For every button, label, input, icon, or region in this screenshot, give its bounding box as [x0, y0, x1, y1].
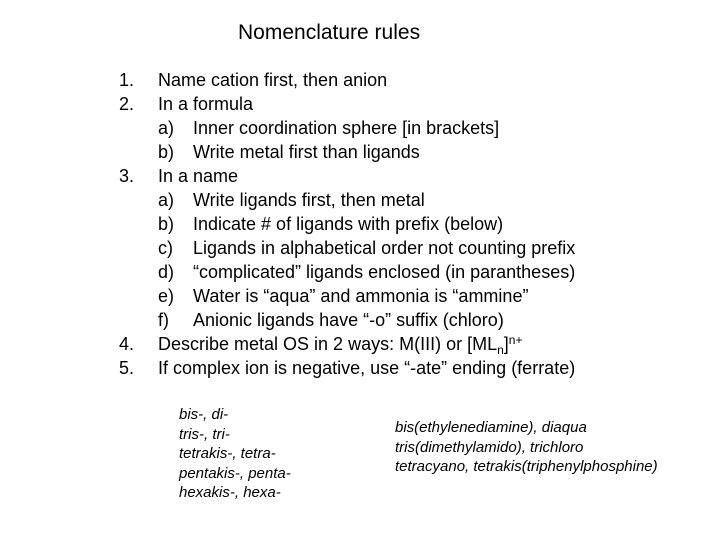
sub-text: Write ligands first, then metal	[193, 190, 425, 210]
prefix-list-complex	[395, 418, 658, 477]
rule-text	[158, 332, 522, 356]
rule-text: If complex ion is negative, use “-ate” ending (ferrate)	[158, 358, 576, 378]
rule-number: 3.	[119, 166, 135, 186]
rule-number: 4.	[119, 334, 135, 354]
sub-marker: a)	[158, 118, 175, 138]
rule-3d	[0, 260, 720, 284]
sub-text: Inner coordination sphere [in brackets]	[193, 118, 500, 138]
rule-3	[0, 164, 720, 188]
sub-text: Write metal first than ligands	[193, 142, 420, 162]
rule-3b	[0, 212, 720, 236]
prefix-item: bis(ethylenediamine), diaqua	[395, 419, 587, 436]
prefix-item: pentakis-, penta-	[179, 464, 291, 482]
sub-text: Water is “aqua” and ammonia is “ammine”	[193, 286, 529, 306]
rule-text-main: Describe metal OS in 2 ways: M(III) or [ML	[158, 334, 498, 354]
superscript-charge: n+	[508, 333, 523, 347]
rule-2	[0, 92, 720, 116]
rule-5	[0, 356, 720, 380]
subscript-n: n	[497, 343, 504, 357]
prefix-item: tris(dimethylamido), trichloro	[395, 438, 584, 456]
rule-3f	[0, 308, 720, 332]
prefix-item: tetrakis-, tetra-	[179, 445, 276, 462]
rule-4	[0, 332, 720, 356]
sub-marker: e)	[158, 286, 175, 306]
rule-number: 1.	[119, 70, 135, 90]
sub-marker: b)	[158, 214, 175, 234]
prefix-item: hexakis-, hexa-	[179, 484, 281, 501]
prefix-list-simple	[179, 405, 291, 503]
rule-3c	[0, 236, 720, 260]
bracket-close: ]	[503, 334, 509, 354]
sub-text: Indicate # of ligands with prefix (below)	[193, 214, 504, 234]
sub-marker: b)	[158, 142, 175, 162]
prefix-item: bis-, di-	[179, 406, 229, 423]
prefix-item: tris-, tri-	[179, 425, 230, 443]
rule-text: In a name	[158, 166, 239, 186]
sub-text: Anionic ligands have “-o” suffix (chloro)	[193, 310, 504, 330]
page-title: Nomenclature rules	[238, 21, 421, 44]
sub-text: “complicated” ligands enclosed (in parantheses)	[193, 262, 576, 282]
prefix-item: tetracyano, tetrakis(triphenylphosphine)	[395, 458, 658, 475]
rule-text: Name cation first, then anion	[158, 70, 388, 90]
rule-3e	[0, 284, 720, 308]
sub-marker: a)	[158, 190, 175, 210]
sub-marker: d)	[158, 262, 175, 282]
rule-3a	[0, 188, 720, 212]
sub-marker: c)	[158, 238, 173, 258]
rule-1	[0, 68, 720, 92]
sub-marker: f)	[158, 310, 169, 330]
rule-number: 2.	[119, 94, 135, 114]
rule-text: In a formula	[158, 94, 254, 114]
rule-2a	[0, 116, 720, 140]
rule-2b	[0, 140, 720, 164]
sub-text: Ligands in alphabetical order not counting prefix	[193, 238, 576, 258]
rule-number: 5.	[119, 358, 135, 378]
